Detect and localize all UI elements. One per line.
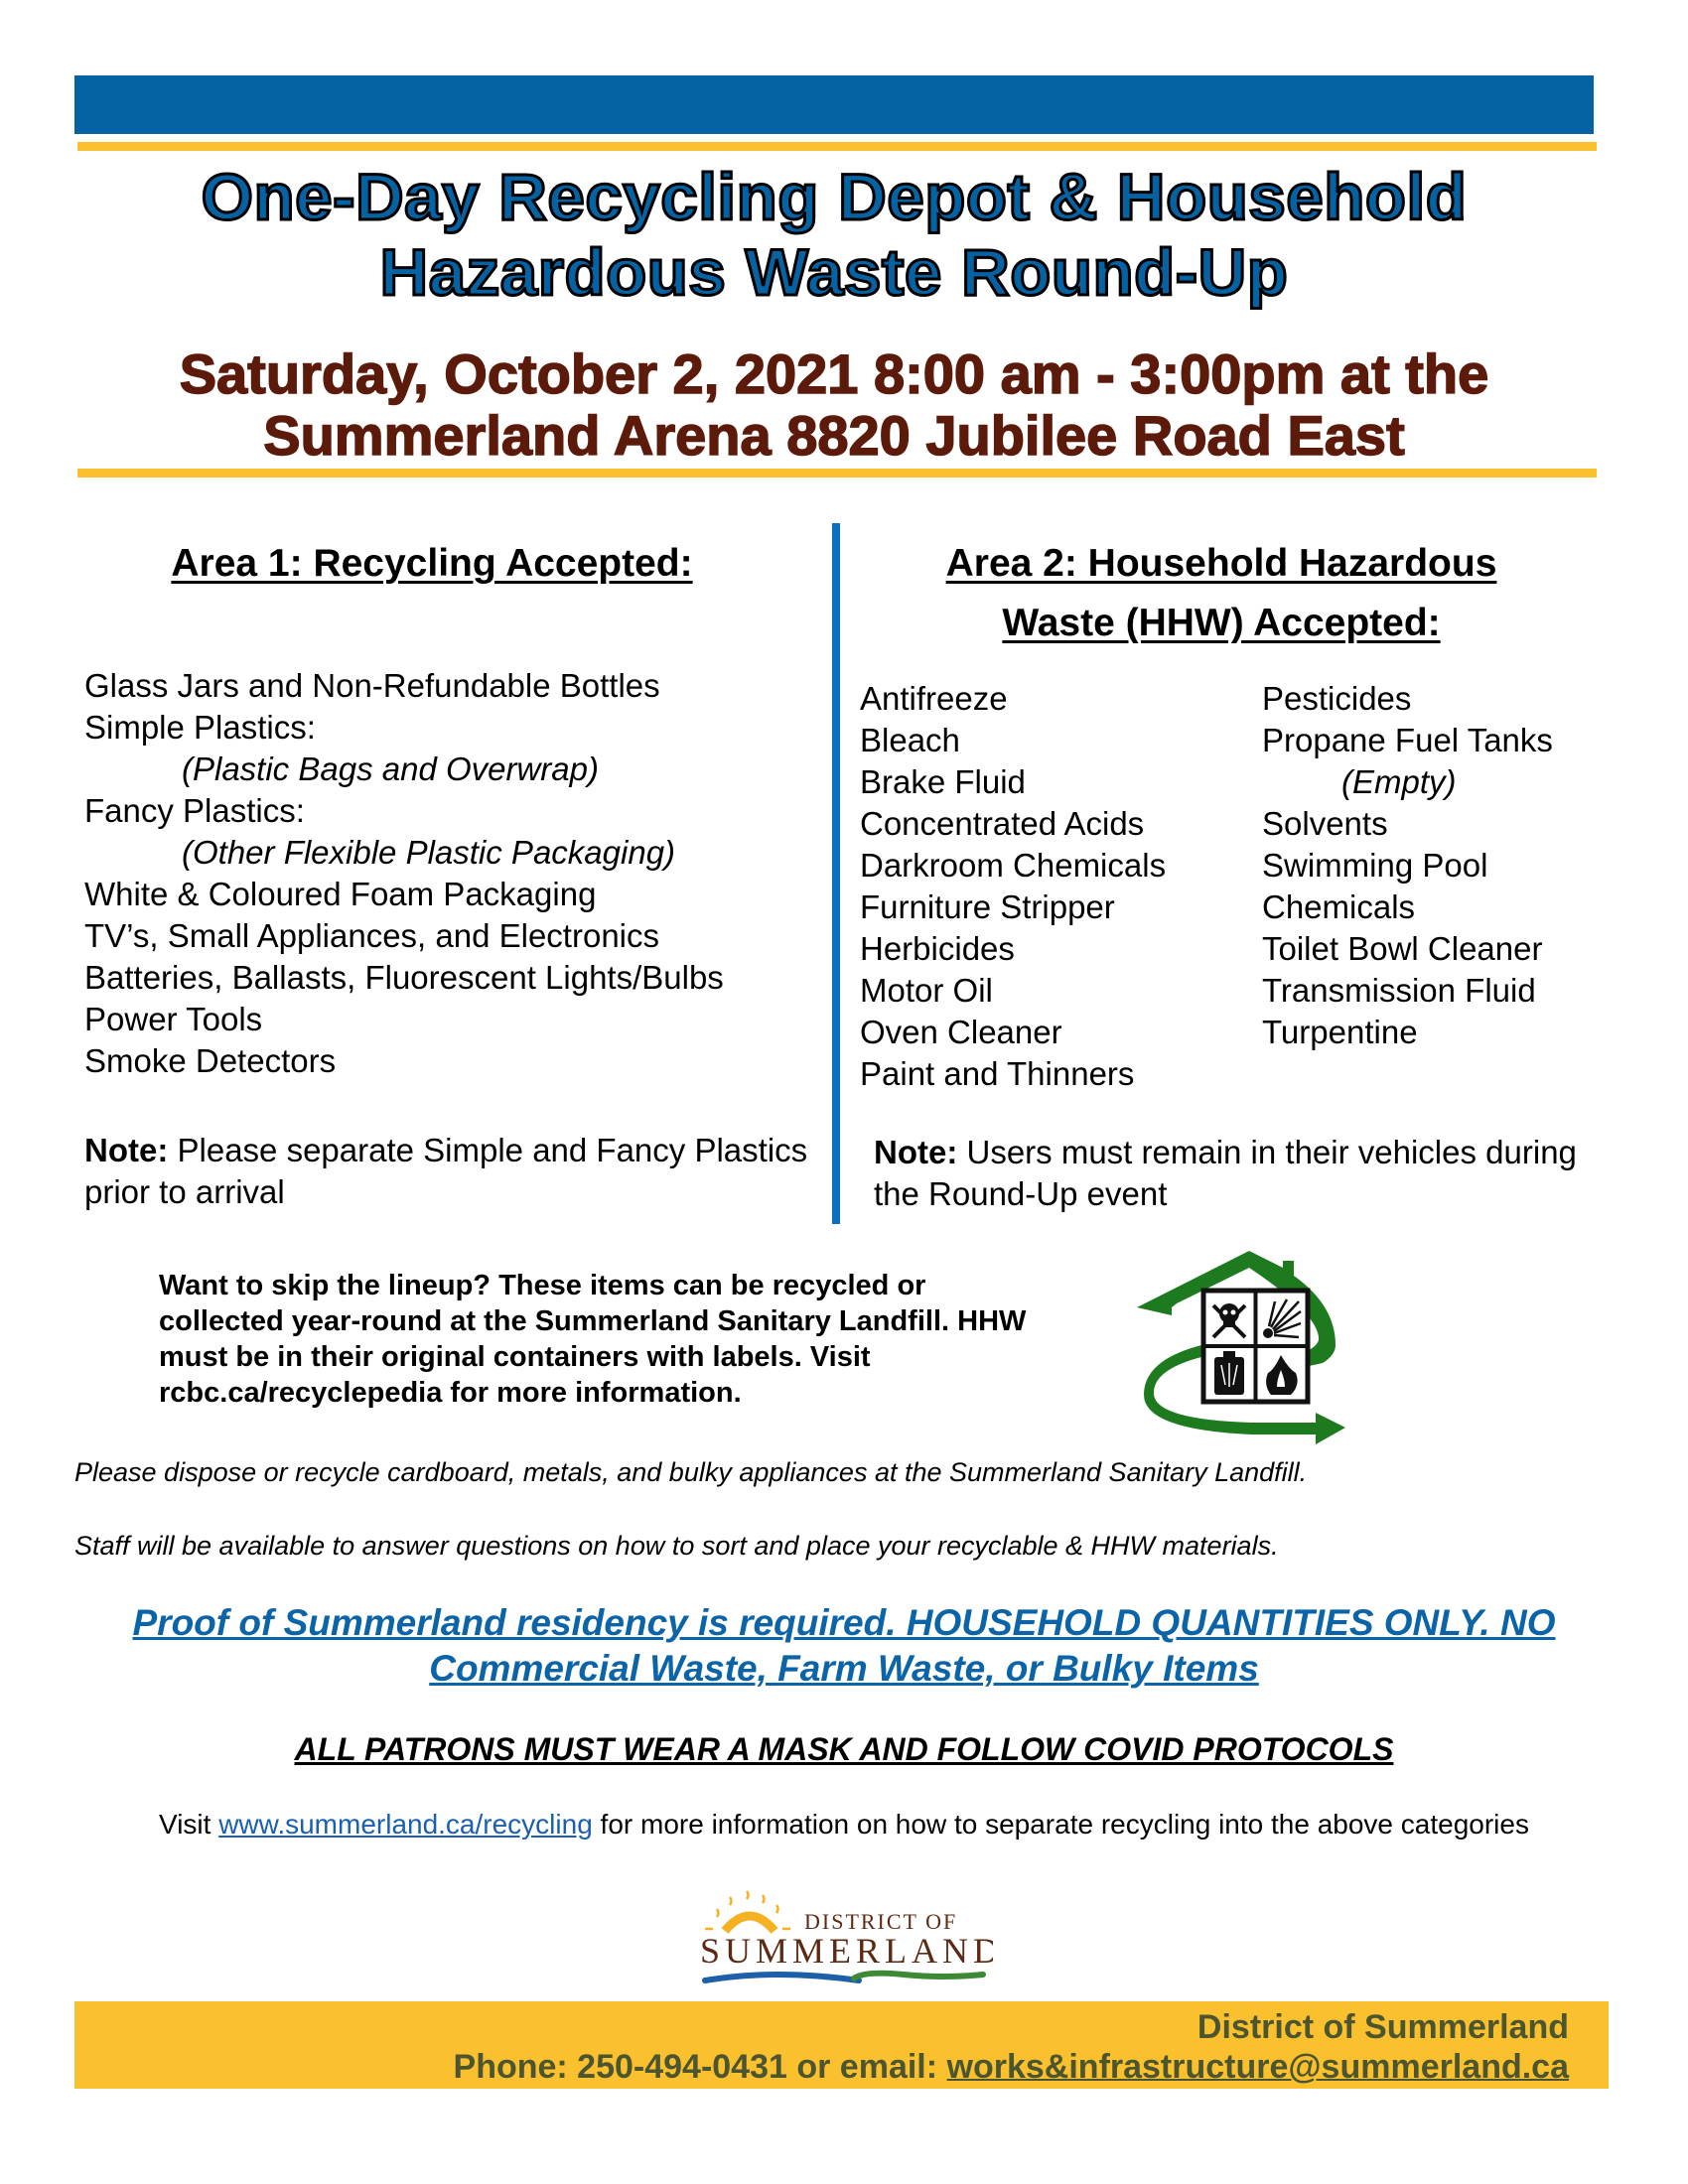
area2-list-col2 — [1262, 678, 1610, 1053]
staff-info: Staff will be available to answer questions on how to sort and place your recyclable & HHW materials. — [74, 1531, 1279, 1561]
list-item: Oven Cleaner — [860, 1014, 1062, 1050]
list-item: Paint and Thinners — [860, 1055, 1135, 1092]
list-item: Fancy Plastics: — [84, 792, 305, 829]
area2-heading — [854, 534, 1589, 653]
area2-list-col1 — [860, 678, 1257, 1095]
visit-suffix: for more information on how to separate recycling into the above categories — [592, 1809, 1529, 1840]
list-item: Transmission Fluid — [1262, 972, 1536, 1009]
list-item: Batteries, Ballasts, Fluorescent Lights/Bulbs — [84, 959, 724, 996]
area2-heading-line-2: Waste (HHW) Accepted: — [1002, 602, 1441, 644]
date-line-2: Summerland Arena 8820 Jubilee Road East — [263, 404, 1405, 467]
bottom-gold-rule — [77, 469, 1597, 478]
area1-heading: Area 1: Recycling Accepted: — [171, 542, 693, 585]
event-date-location — [74, 343, 1594, 467]
list-item: (Empty) — [1341, 763, 1457, 800]
footer-email-link[interactable]: works&infrastructure@summerland.ca — [946, 2048, 1569, 2086]
footer-org: District of Summerland — [1196, 2008, 1569, 2046]
logo-text-district: DISTRICT OF — [804, 1909, 958, 1934]
column-divider — [832, 523, 840, 1224]
header-blue-bar — [74, 75, 1594, 134]
list-item: Furniture Stripper — [860, 888, 1115, 925]
recycling-link[interactable]: www.summerland.ca/recycling — [218, 1809, 593, 1840]
dispose-info: Please dispose or recycle cardboard, metals, and bulky appliances at the Summerland Sanitary Landfill. — [74, 1457, 1308, 1487]
hhw-house-icon — [1132, 1246, 1370, 1444]
list-item: Darkroom Chemicals — [860, 847, 1167, 884]
area1-note — [84, 1130, 839, 1213]
list-item: Glass Jars and Non-Refundable Bottles — [84, 667, 660, 704]
covid-notice: ALL PATRONS MUST WEAR A MASK AND FOLLOW COVID PROTOCOLS — [294, 1731, 1394, 1767]
list-item: Swimming Pool — [1262, 847, 1488, 884]
list-item: TV’s, Small Appliances, and Electronics — [84, 917, 659, 954]
list-item: Motor Oil — [860, 972, 993, 1009]
list-item: Chemicals — [1262, 888, 1416, 925]
list-item: (Other Flexible Plastic Packaging) — [182, 834, 676, 871]
footer-contact — [454, 2007, 1569, 2087]
top-gold-rule — [77, 142, 1597, 151]
visit-prefix: Visit — [159, 1809, 219, 1840]
list-item: Smoke Detectors — [84, 1042, 337, 1079]
title-line-2: Hazardous Waste Round-Up — [379, 235, 1289, 309]
list-item: White & Coloured Foam Packaging — [84, 876, 597, 912]
footer-phone: Phone: 250-494-0431 or email: — [453, 2048, 947, 2086]
area2-note — [874, 1132, 1609, 1215]
note-label: Note: — [84, 1132, 169, 1168]
note-text: Please separate Simple and Fancy Plastics prior to arrival — [84, 1132, 808, 1210]
district-logo — [695, 1881, 993, 1985]
footer-phone-email — [454, 2047, 1569, 2087]
area1-list — [84, 665, 839, 1082]
note-text: Users must remain in their vehicles during the Round-Up event — [874, 1134, 1577, 1212]
skip-lineup-text: Want to skip the lineup? These items can be recycled or collected year-round at the Summerland Sanitary Landfill. HHW must be in their original containers with labels. Visit rcbc.ca/recyclepedia for more information. — [159, 1270, 1027, 1409]
list-item: Solvents — [1262, 805, 1388, 842]
note-label: Note: — [874, 1134, 958, 1170]
list-item: Antifreeze — [860, 680, 1008, 717]
list-item: Brake Fluid — [860, 763, 1026, 800]
title-line-1: One-Day Recycling Depot & Household — [201, 160, 1468, 233]
list-item: (Plastic Bags and Overwrap) — [182, 751, 599, 787]
list-item: Propane Fuel Tanks — [1262, 722, 1553, 758]
footer-bar — [74, 2001, 1609, 2089]
list-item: Simple Plastics: — [84, 709, 316, 746]
list-item: Bleach — [860, 722, 960, 758]
list-item: Toilet Bowl Cleaner — [1262, 930, 1543, 967]
area2-heading-line-1: Area 2: Household Hazardous — [945, 542, 1497, 585]
page-title — [74, 159, 1594, 310]
list-item: Turpentine — [1262, 1014, 1418, 1050]
sun-icon — [705, 1891, 790, 1931]
list-item: Power Tools — [84, 1001, 263, 1037]
date-line-1: Saturday, October 2, 2021 8:00 am - 3:00pm at the — [179, 342, 1489, 405]
list-item: Concentrated Acids — [860, 805, 1145, 842]
list-item: Herbicides — [860, 930, 1015, 967]
residency-notice: Proof of Summerland residency is required. HOUSEHOLD QUANTITIES ONLY. NO Commercial Waste, Farm Waste, or Bulky Items — [132, 1602, 1556, 1689]
list-item: Pesticides — [1262, 680, 1412, 717]
visit-info — [89, 1807, 1599, 1842]
logo-text-summerland: SUMMERLAND — [700, 1931, 993, 1971]
